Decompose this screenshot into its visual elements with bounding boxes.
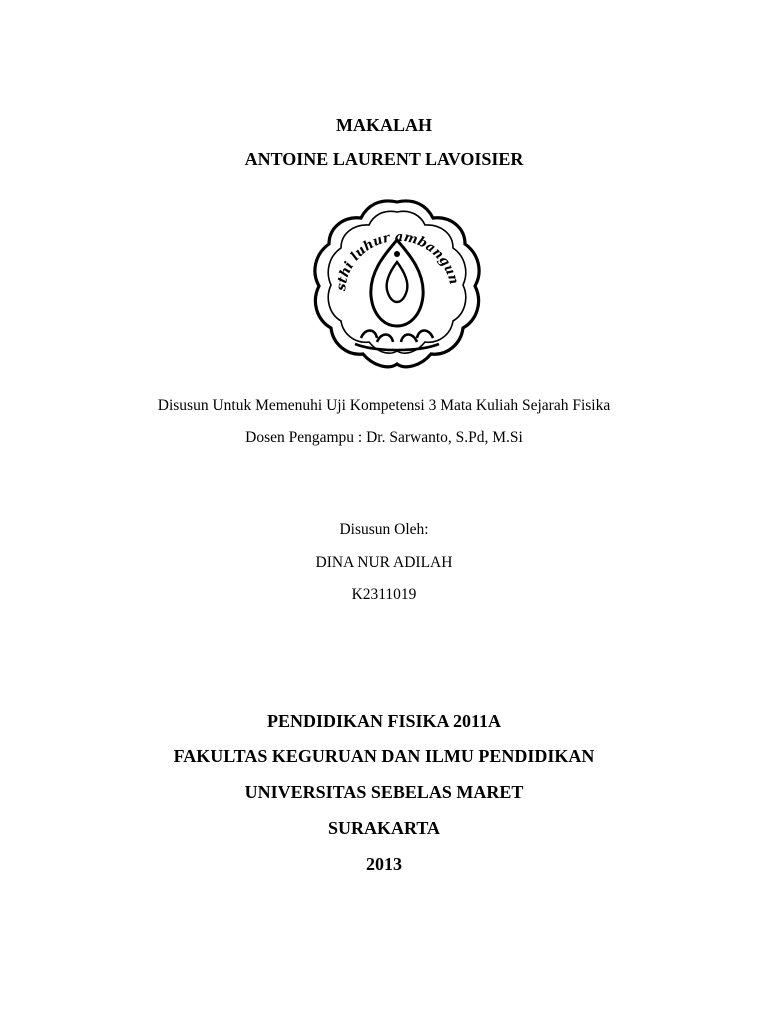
- city-name: SURAKARTA: [327, 818, 441, 838]
- university-name: UNIVERSITAS SEBELAS MARET: [244, 782, 524, 802]
- svg-text:mangesthi luhur ambangun nagar: sthi luhur ambangun: [334, 229, 462, 292]
- student-id: K2311019: [351, 586, 417, 603]
- year-text: 2013: [366, 854, 402, 874]
- study-program: PENDIDIKAN FISIKA 2011A: [266, 711, 502, 731]
- document-title: ANTOINE LAURENT LAVOISIER: [244, 149, 524, 169]
- purpose-text: Disusun Untuk Memenuhi Uji Kompetensi 3 Mata Kuliah Sejarah Fisika: [157, 397, 611, 414]
- faculty-name: FAKULTAS KEGURUAN DAN ILMU PENDIDIKAN: [173, 746, 595, 766]
- lecturer-text: Dosen Pengampu : Dr. Sarwanto, S.Pd, M.Si: [245, 429, 523, 446]
- author-label: Disusun Oleh:: [339, 521, 429, 538]
- university-seal-icon: [305, 192, 490, 377]
- author-name: DINA NUR ADILAH: [315, 554, 453, 571]
- document-type: MAKALAH: [336, 115, 432, 135]
